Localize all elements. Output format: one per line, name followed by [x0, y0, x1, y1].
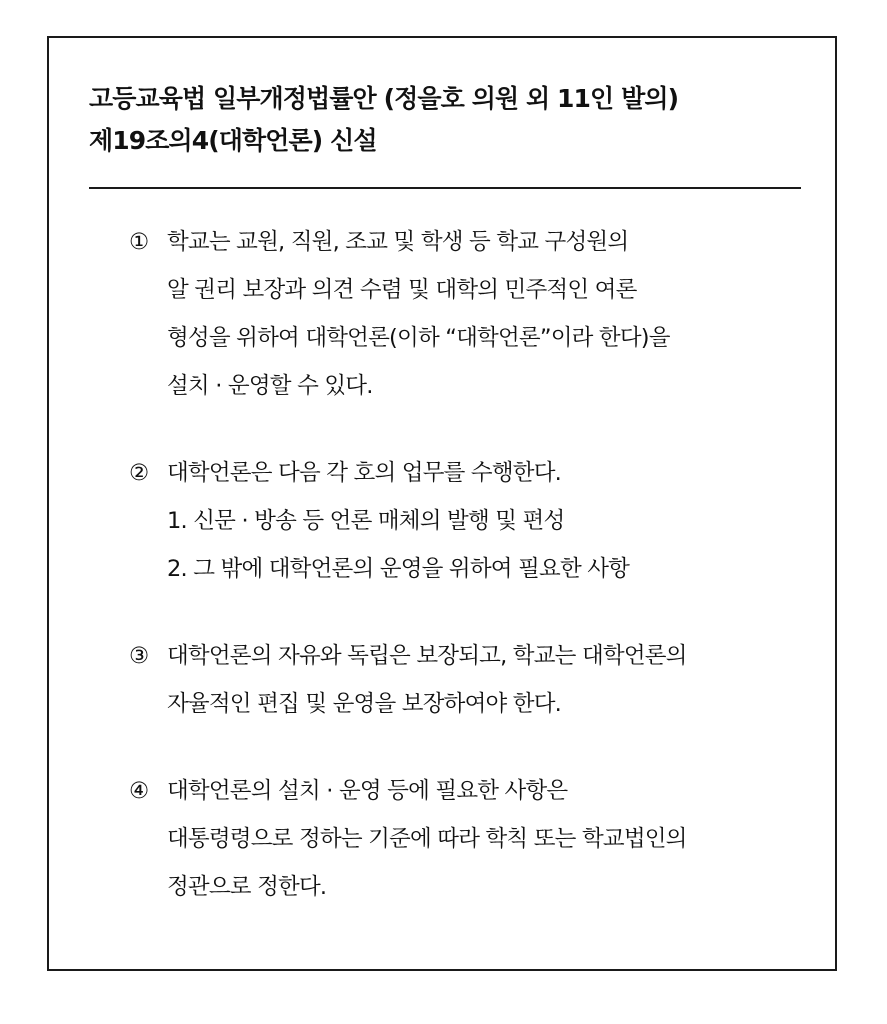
article-title-line: 제19조의4(대학언론) 신설 [89, 126, 377, 155]
clause-text-line: 대학언론의 자유와 독립은 보장되고, 학교는 대학언론의 [167, 643, 687, 669]
bill-title [89, 78, 809, 162]
clause-text-line: 대학언론의 설치 · 운영 등에 필요한 사항은 [167, 778, 568, 804]
clause-number: ① [129, 229, 149, 255]
clause-text-line: 알 권리 보장과 의견 수렴 및 대학의 민주적인 여론 [167, 277, 637, 303]
bill-title-line: 고등교육법 일부개정법률안 (정을호 의원 외 11인 발의) [89, 84, 679, 113]
clause-text-line: 정관으로 정한다. [167, 874, 327, 900]
clause-number: ④ [129, 778, 149, 804]
clause-item-2: 2. 그 밖에 대학언론의 운영을 위하여 필요한 사항 [167, 556, 630, 582]
clause-text-line: 대학언론은 다음 각 호의 업무를 수행한다. [167, 460, 562, 486]
clause-text-line: 학교는 교원, 직원, 조교 및 학생 등 학교 구성원의 [167, 229, 629, 255]
clause-number: ② [129, 460, 149, 486]
title-divider [89, 187, 801, 189]
clause-number: ③ [129, 643, 149, 669]
clause-item-1: 1. 신문 · 방송 등 언론 매체의 발행 및 편성 [167, 508, 565, 534]
clause-3 [129, 632, 799, 728]
clause-list [129, 218, 799, 950]
clause-1 [129, 218, 799, 410]
document-frame [47, 36, 837, 971]
clause-text-line: 설치 · 운영할 수 있다. [167, 373, 373, 399]
clause-4 [129, 767, 799, 911]
clause-2 [129, 449, 799, 593]
clause-text-line: 대통령령으로 정하는 기준에 따라 학칙 또는 학교법인의 [167, 826, 687, 852]
clause-text-line: 자율적인 편집 및 운영을 보장하여야 한다. [167, 691, 562, 717]
clause-text-line: 형성을 위하여 대학언론(이하 “대학언론”이라 한다)을 [167, 325, 670, 351]
